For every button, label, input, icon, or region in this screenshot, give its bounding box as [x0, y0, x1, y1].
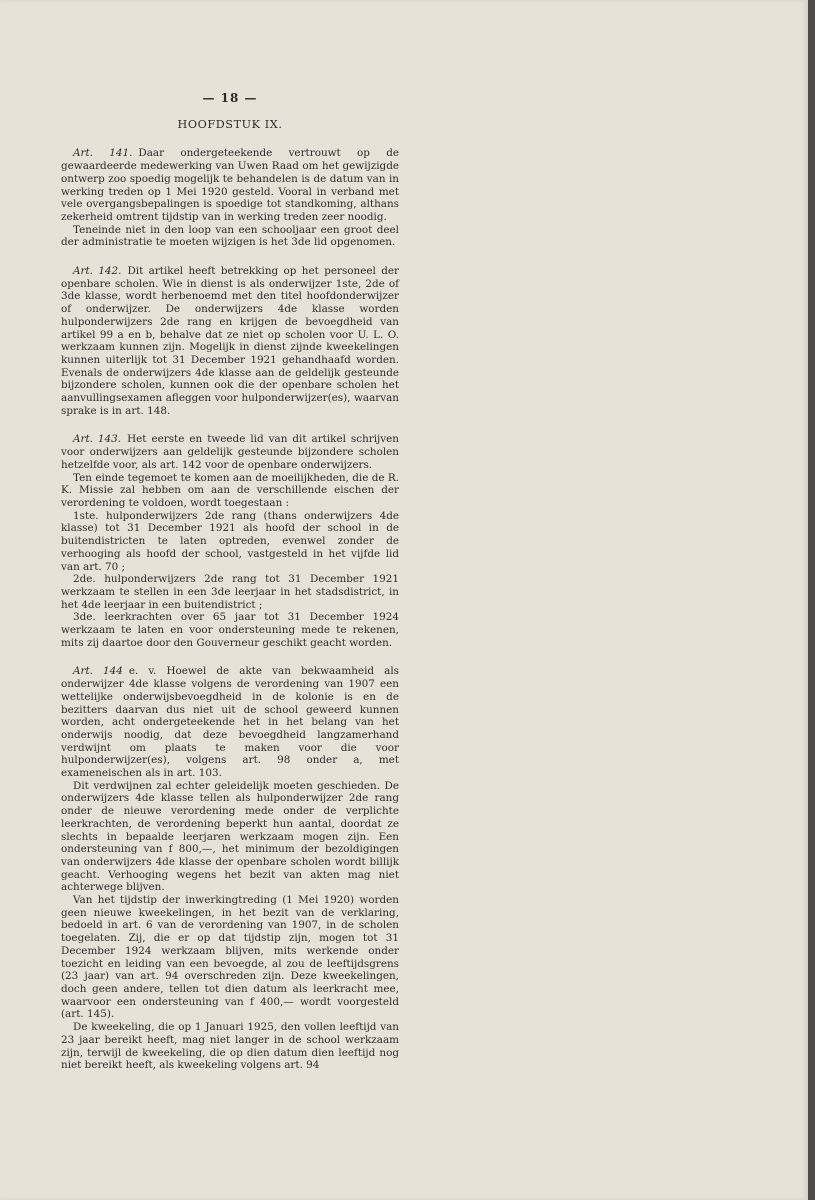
- article-paragraph: 2de. hulponderwijzers 2de rang tot 31 December 1921 werkzaam te stellen in een 3de leerjaar in het stadsdistrict, in het 4de leerjaar in een buitendistrict ;: [61, 573, 399, 611]
- page-number: — 18 —: [202, 91, 258, 105]
- article-142: [61, 265, 399, 417]
- article-paragraph: Van het tijdstip der inwerkingtreding (1 Mei 1920) worden geen nieuwe kweekelingen, in het bezit van de verklaring, bedoeld in art. 6 van de verordening van 1907, in de scholen toegelaten. Zij, die er op dat tijdstip zijn, mogen tot 31 December 1924 werkzaam blijven, mits werkende onder toezicht en leiding van een bevoegde, al zou de leeftijdsgrens (23 jaar) van art. 94 overschreden zijn. Deze kweekelingen, doch geen andere, tellen tot dien datum als leerkracht mee, waarvoor een ondersteuning van f 400,— wordt voorgesteld (art. 145).: [61, 894, 399, 1021]
- article-paragraph: De kweekeling, die op 1 Januari 1925, den vollen leeftijd van 23 jaar bereikt heeft, mag niet langer in de school werkzaam zijn, terwijl de kweekeling, die op dien datum dien leeftijd nog niet bereikt heeft, als kweekeling volgens art. 94: [61, 1021, 399, 1072]
- page-content: [61, 92, 399, 1072]
- article-paragraph: 1ste. hulponderwijzers 2de rang (thans onderwijzers 4de klasse) tot 31 December 1921 als hoofd der school in de buitendistricten te laten optreden, evenwel zonder de verhooging als hoofd der school, vastgesteld in het vijfde lid van art. 70 ;: [61, 509, 399, 573]
- article-label: Art. 144: [73, 665, 123, 678]
- article-141: [61, 147, 399, 249]
- article-label: Art. 141.: [73, 147, 133, 160]
- article-paragraph: 3de. leerkrachten over 65 jaar tot 31 December 1924 werkzaam te laten en voor ondersteuning mede te rekenen, mits zij daartoe door den Gouverneur geschikt geacht worden.: [61, 611, 399, 649]
- article-paragraph: [61, 433, 399, 471]
- article-paragraph: Ten einde tegemoet te komen aan de moeilijkheden, die de R. K. Missie zal hebben om aan de verschillende eischen der verordening te voldoen, wordt toegestaan :: [61, 471, 399, 509]
- article-144: [61, 665, 399, 1072]
- article-text: Het eerste en tweede lid van dit artikel schrijven voor onderwijzers aan geldelijk gesteunde bijzondere scholen hetzelfde voor, als art. 142 voor de openbare onderwijzers.: [61, 433, 399, 471]
- article-text: Daar ondergeteekende vertrouwt op de gewaardeerde medewerking van Uwen Raad om het gewijzigde ontwerp zoo spoedig mogelijk te behandelen is de datum van in werking treden op 1 Mei 1920 gesteld. Vooral in verband met vele overgangsbepalingen is spoedige tot standkoming, althans zekerheid omtrent tijdstip van in werking treden zeer noodig.: [61, 147, 399, 223]
- article-paragraph: [61, 265, 399, 417]
- article-label: Art. 143.: [73, 433, 122, 446]
- chapter-title: HOOFDSTUK IX.: [177, 117, 283, 131]
- scan-edge: [808, 0, 815, 1200]
- article-paragraph: [61, 147, 399, 223]
- article-paragraph: Teneinde niet in den loop van een schooljaar een groot deel der administratie te moeten wijzigen is het 3de lid opgenomen.: [61, 223, 399, 249]
- article-text: e. v. Hoewel de akte van bekwaamheid als onderwijzer 4de klasse volgens de verordening van 1907 een wettelijke onderwijsbevoegdheid in de kolonie is en de bezitters daarvan dus niet uit de school geweerd kunnen worden, acht ondergeteekende het in het belang van het onderwijs noodig, dat deze bevoegdheid langzamerhand verdwijnt om plaats te maken voor die voor hulponderwijzer(es), volgens art. 98 onder a, met exameneischen als in art. 103.: [61, 665, 399, 780]
- article-label: Art. 142.: [73, 265, 122, 278]
- article-paragraph: [61, 665, 399, 779]
- article-143: [61, 433, 399, 649]
- article-paragraph: Dit verdwijnen zal echter geleidelijk moeten geschieden. De onderwijzers 4de klasse tellen als hulponderwijzer 2de rang onder de nieuwe verordening mede onder de verplichte leerkrachten, de verordening beperkt hun aantal, doordat ze slechts in bepaalde leerjaren werkzaam mogen zijn. Een ondersteuning van f 800,—, het minimum der bezoldigingen van onderwijzers 4de klasse der openbare scholen wordt billijk geacht. Verhooging wegens het bezit van akten mag niet achterwege blijven.: [61, 779, 399, 894]
- article-text: Dit artikel heeft betrekking op het personeel der openbare scholen. Wie in dienst is als onderwijzer 1ste, 2de of 3de klasse, wordt herbenoemd met den titel hoofdonderwijzer of onderwijzer. De onderwijzers 4de klasse worden hulponderwijzers 2de rang en krijgen de bevoegdheid van artikel 99 a en b, behalve dat ze niet op scholen voor U. L. O. werkzaam kunnen zijn. Mogelijk in dienst zijnde kweekelingen kunnen uiterlijk tot 31 December 1921 gehandhaafd worden. Evenals de onderwijzers 4de klasse aan de geldelijk gesteunde bijzondere scholen, kunnen ook die der openbare scholen het aanvullingsexamen afleggen voor hulponderwijzer(es), waarvan sprake is in art. 148.: [61, 265, 399, 417]
